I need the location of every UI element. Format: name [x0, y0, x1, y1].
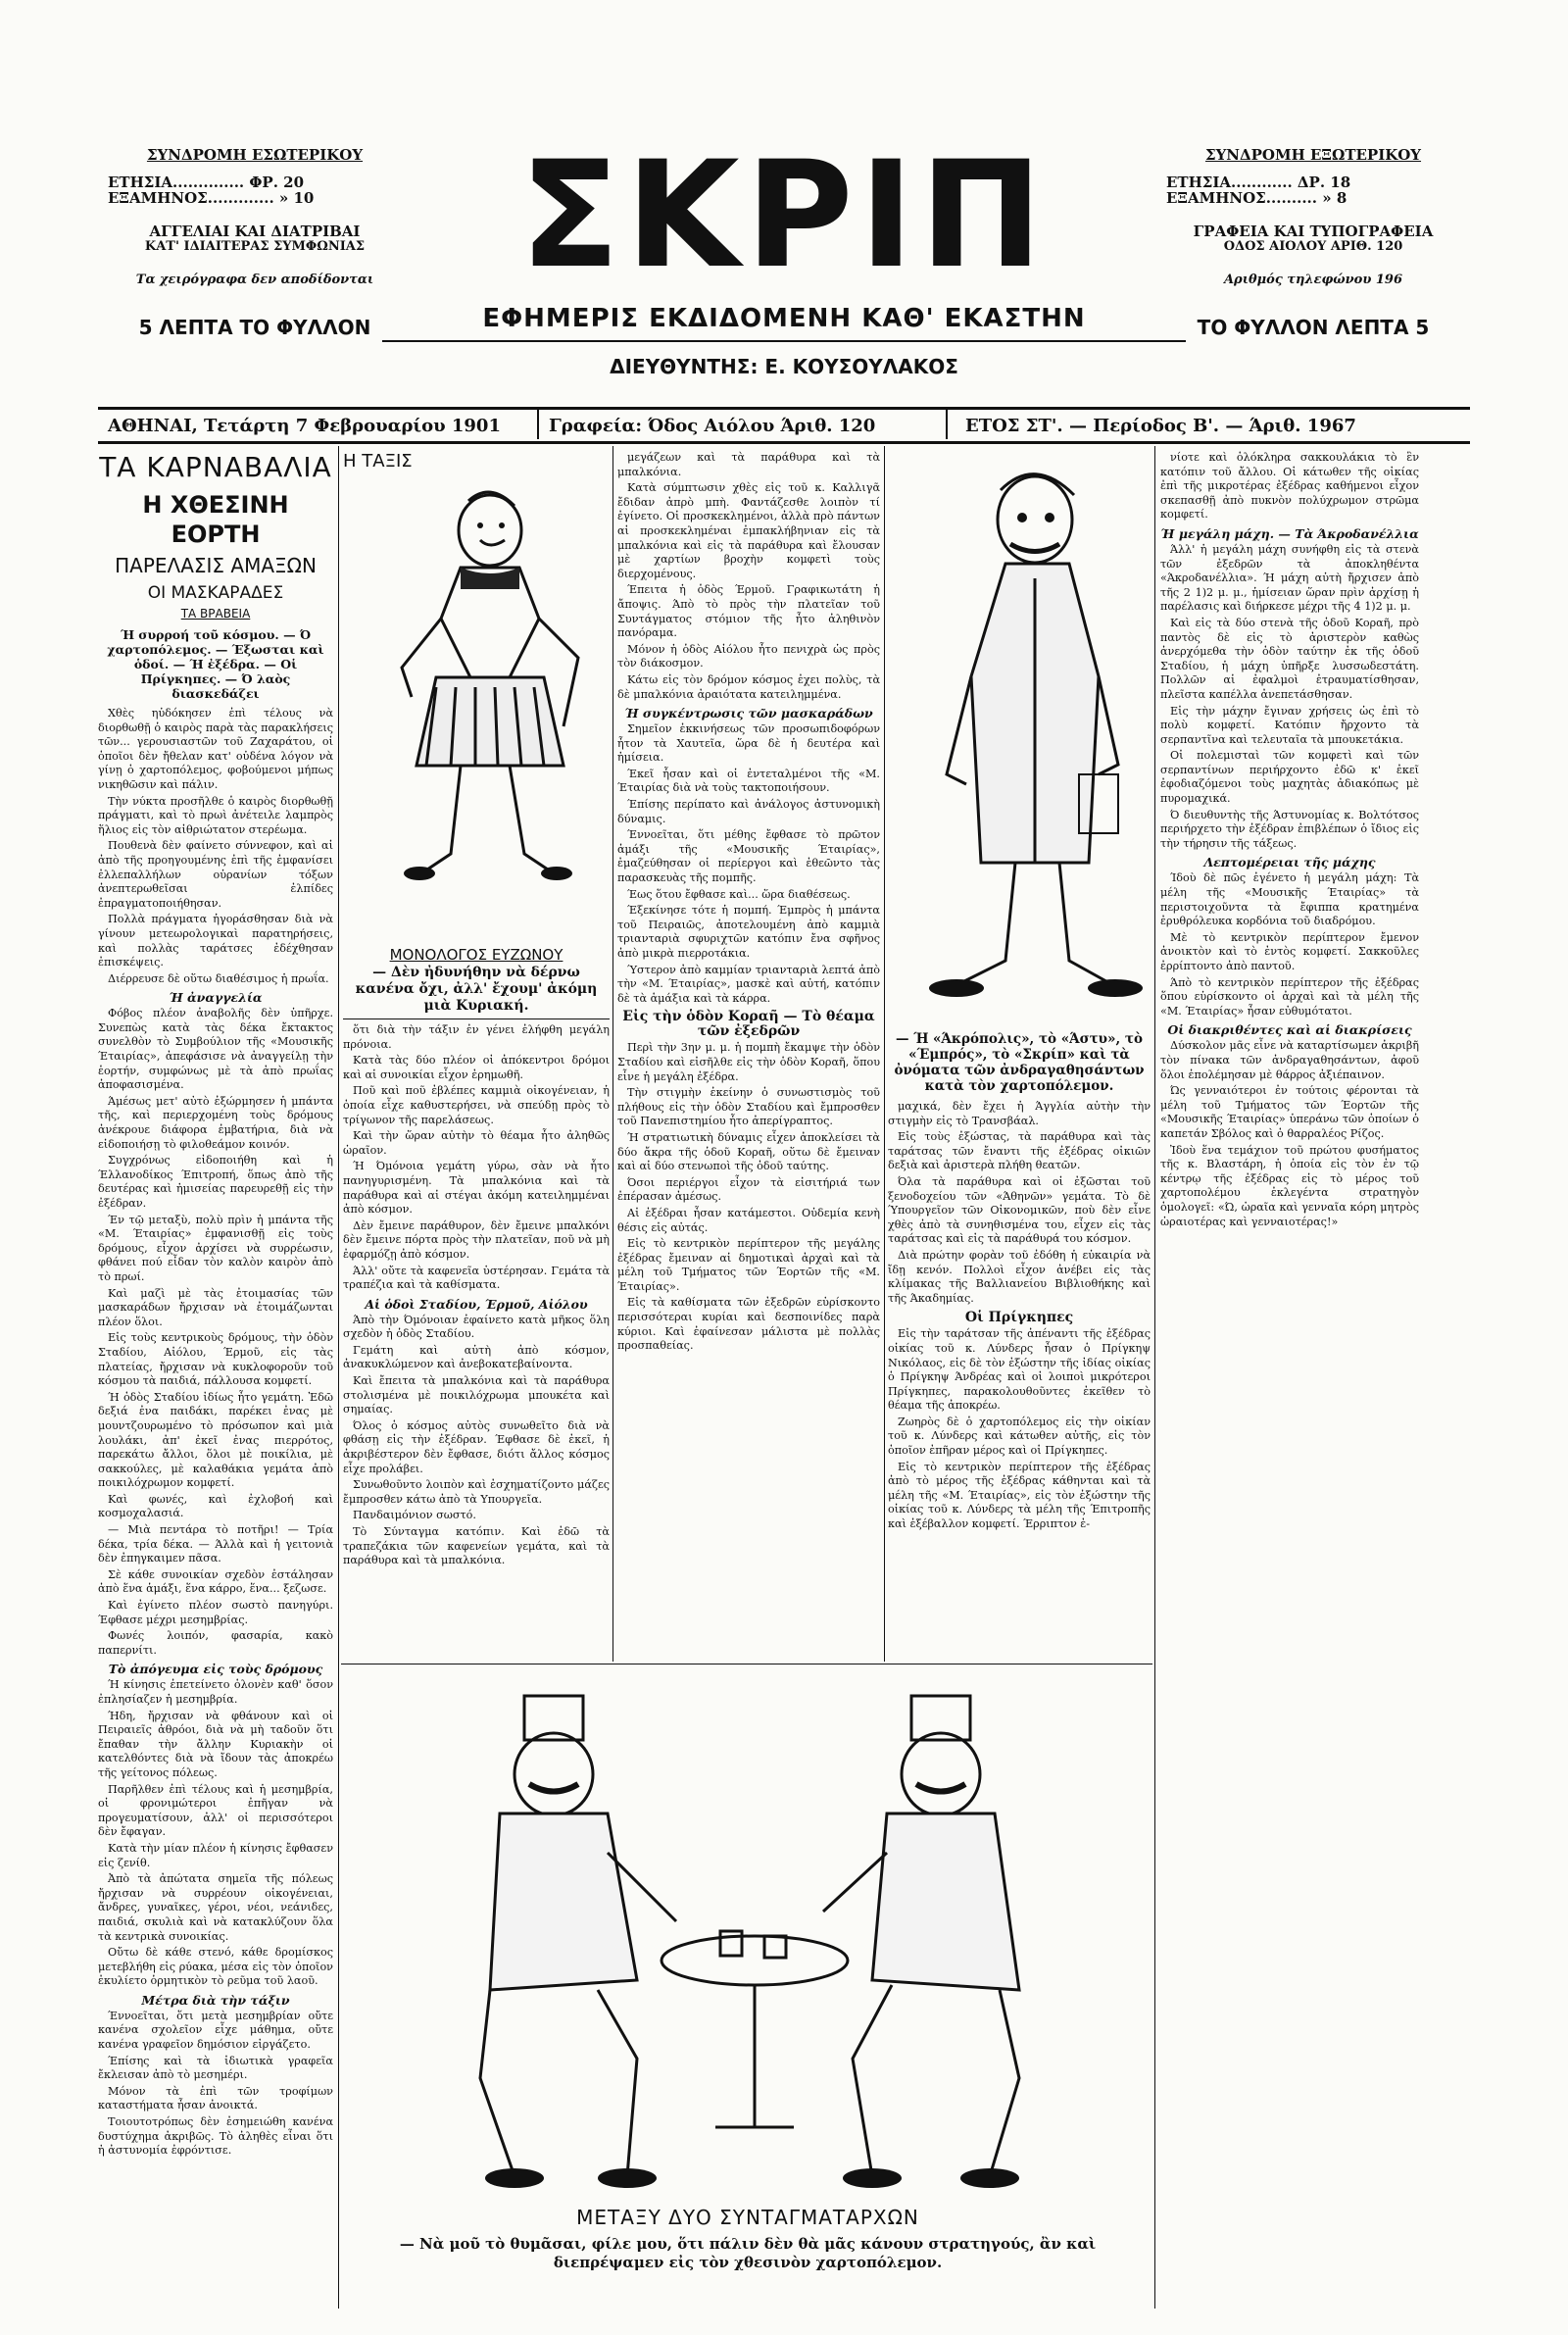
paragraph: — Μιὰ πεντάρα τὸ ποτῆρι! — Τρία δέκα, τρία δέκα. — Άλλὰ καὶ ἡ γειτονιὰ δὲν ἐπηγκαιμεν πᾶσα.	[98, 1523, 333, 1565]
subheading: Οἱ διακριθέντες καὶ αἱ διακρίσεις	[1167, 1022, 1412, 1038]
quote-rule	[343, 1018, 610, 1019]
figure-newspaper-man	[888, 451, 1151, 1029]
figure-newspaper-man-caption: — Ή «Άκρόπολις», τὸ «Άστυ», τὸ «Έμπρός», τὸ «Σκρίπ» καὶ τὰ ὀνόματα τῶν ἀνδραγαθησάντων κατὰ τὸν χαρτοπόλεμον.	[894, 1031, 1145, 1094]
subheading: Ή ἀναγγελία	[169, 990, 263, 1006]
column-rule-1	[338, 446, 339, 2309]
paragraph: ὅτι διὰ τὴν τάξιν ἐν γένει ἐλήφθη μεγάλη πρόνοια.	[343, 1023, 610, 1051]
colonels-illustration	[343, 1666, 1152, 2196]
dateline-bottom-rule	[98, 441, 1470, 444]
subscription-domestic-half: ΕΞΑΜΗΝΟΣ............. » 10	[108, 189, 315, 207]
paragraph: Ώς γενναιότεροι ἐν τούτοις φέρονται τὰ μέλη τοῦ Τμήματος τῶν Έορτῶν τῆς «Μουσικῆς Έταιρίας» ὑπεράνω τῶν ὁποίων ὁ καπετάν Σβόλος καὶ ὁ θαρραλέος Ρίζος.	[1160, 1084, 1419, 1140]
paragraph: Καὶ ἔπειτα τὰ μπαλκόνια καὶ τὰ παράθυρα στολισμένα μὲ ποικιλόχρωμα μπουκέτα καὶ σημαίας.	[343, 1374, 610, 1416]
ads-label: ΑΓΓΕΛΙΑΙ ΚΑΙ ΔΙΑΤΡΙΒΑΙ	[149, 223, 361, 240]
paragraph: Έπειτα ἡ ὁδὸς Έρμοῦ. Γραφικωτάτη ἡ ἄποψις. Άπὸ τὸ πρὸς τὴν πλατεῖαν τοῦ Συντάγματος στόμιον τῆς ἦτο ἀληθινὸν πανόραμα.	[617, 583, 880, 640]
column-2	[343, 943, 610, 1659]
masthead-title-block	[412, 130, 1156, 301]
paragraph: Πουθενὰ δὲν φαίνετο σύννεφον, καὶ αἱ ἀπὸ τῆς προηγουμένης ἐπὶ τῆς ἐμφανίσει ἐλλεπαλλήλων οὐρανίων τόξων ἀνεπτερωθεῖσαι ἐλπίδες ἐπραγματοποιήθησαν.	[98, 839, 333, 910]
manuscripts-note: Τα χειρόγραφα δεν αποδίδονται	[135, 273, 374, 287]
subscription-domestic-heading: ΣΥΝΔΡΟΜΗ ΕΣΩΤΕΡΙΚΟΥ	[146, 146, 364, 164]
column-5	[1160, 451, 1419, 2313]
paragraph: Όσοι περιέργοι εἶχον τὰ εἰσιτήριά των ἐπέρασαν ἀμέσως.	[617, 1175, 880, 1204]
paragraph: Εἰς τοὺς ἐξώστας, τὰ παράθυρα καὶ τὰς ταράτσας τῶν ἔναντι τῆς ἐξέδρας οἰκιῶν δεξιὰ καὶ ἀριστερὰ πλήθη θεατῶν.	[888, 1130, 1151, 1172]
paragraph: Οἱ πολεμισταὶ τῶν κομφετὶ καὶ τῶν σερπαντίνων περιήρχοντο ἐδῶ κ' ἐκεῖ ἐφοδιαζόμενοι τοὺς μαχητὰς ἀδιακόπως μὲ πυρομαχικά.	[1160, 749, 1419, 806]
figure-evzone-caption: ΜΟΝΟΛΟΓΟΣ ΕΥΖΩΝΟΥ	[389, 946, 564, 964]
paragraph: Παρῆλθεν ἐπὶ τέλους καὶ ἡ μεσημβρία, οἱ φρονιμώτεροι ἐπῆγαν νὰ προγευματίσουν, ἀλλ' οἱ περισσότεροι δὲν ἔφαγαν.	[98, 1782, 333, 1839]
figure-evzone	[343, 451, 610, 941]
figure-evzone-quote: — Δὲν ἠδυνήθην νὰ δέρνω κανένα ὄχι, ἀλλ' ἔχουμ' ἀκόμη μιὰ Κυριακή.	[355, 965, 598, 1014]
paragraph: Διὰ πρώτην φορὰν τοῦ ἐδόθη ἡ εὐκαιρία νὰ ἴδῃ κενόν. Πολλοὶ εἶχον ἀνέβει εἰς τὰς κλίμακας τῆς Βαλλιανείου Βιβλιοθήκης καὶ τῆς Άκαδημίας.	[888, 1248, 1151, 1305]
paragraph: Όλος ὁ κόσμος αὐτὸς συνωθεῖτο διὰ νὰ φθάσῃ εἰς τὴν ἐξέδραν. Έφθασε δὲ ἐκεῖ, ἡ ἀκριβέστερον δὲν ἔφθασε, διότι ἄλλος κόσμος εἶχε προλάβει.	[343, 1418, 610, 1475]
paragraph: Εἰς τὴν μάχην ἔγιναν χρήσεις ὡς ἐπὶ τὸ πολὺ κομφετί. Κατόπιν ἤρχοντο τὰ σερπαντῖνα καὶ τελευταῖα τὰ μπουκετάκια.	[1160, 704, 1419, 746]
subscription-foreign-half: ΕΞΑΜΗΝΟΣ.......... » 8	[1166, 189, 1348, 207]
masthead-title: ΣΚΡΙΠ	[519, 130, 1049, 301]
paragraph: Ό διευθυντὴς τῆς Άστυνομίας κ. Βολτότσος περιήρχετο τὴν ἐξέδραν ἐπιβλέπων ὁ ἴδιος εἰς τὴν τήρησιν τῆς τάξεως.	[1160, 808, 1419, 850]
column-rule-4	[1154, 446, 1155, 2309]
masthead-subtitle: ΕΦΗΜΕΡΙΣ ΕΚΔΙΔΟΜΕΝΗ ΚΑΘ' ΕΚΑΣΤΗΝ	[482, 304, 1086, 333]
price-left: 5 ΛΕΠΤΑ ΤΟ ΦΥΛΛΟΝ	[138, 316, 371, 339]
dateline-center: Γραφεία: Όδος Αιόλου Άριθ. 120	[549, 416, 876, 436]
paragraph: Άλλ' οὔτε τὰ καφενεῖα ὑστέρησαν. Γεμάτα τὰ τραπέζια καὶ τὰ καθίσματα.	[343, 1264, 610, 1292]
paragraph: Μὲ τὸ κεντρικὸν περίπτερον ἔμενον ἀνοικτὸν καὶ τὸ ἐντὸς κομφετί. Σακκοῦλες ἐρρίπτοντο ἀπὸ παντοῦ.	[1160, 930, 1419, 972]
paragraph: Αἱ ἐξέδραι ἦσαν κατάμεστοι. Οὐδεμία κενὴ θέσις εἰς αὐτάς.	[617, 1206, 880, 1234]
paragraph: Άπὸ τὴν Όμόνοιαν ἐφαίνετο κατὰ μῆκος ὅλη σχεδὸν ἡ ὁδὸς Σταδίου.	[343, 1313, 610, 1341]
paragraph: Ύστερον ἀπὸ καμμίαν τριανταριὰ λεπτά ἀπὸ τὴν «Μ. Έταιρίας», μασκὲ καὶ αὐτή, κατόπιν δὲ τὰ ἁμάξια καὶ τὰ κάρρα.	[617, 963, 880, 1005]
paragraph: Τὴν νύκτα προσῆλθε ὁ καιρὸς διορθωθῇ πράγματι, καὶ τὸ πρωὶ ἀνέτειλε λαμπρὸς ἥλιος εἰς τὸν αἰθριώτατον στερέωμα.	[98, 794, 333, 836]
dateline-top-rule	[98, 407, 1470, 410]
subscription-domestic	[108, 147, 402, 339]
paragraph: Εἰς τὸ κεντρικὸν περίπτερον τῆς μεγάλης ἐξέδρας ἔμειναν αἱ δημοτικαὶ ἀρχαὶ καὶ τὰ μέλη τοῦ Τμήματος τῶν Έορτῶν τῆς «Μ. Έταιρίας».	[617, 1237, 880, 1293]
paragraph: Δὲν ἔμεινε παράθυρον, δὲν ἔμεινε μπαλκόνι δὲν ἔμεινε πόρτα πρὸς τὴν πλατεῖαν, ποῦ νὰ μὴ ἐφαρμόζῃ ἀπὸ κόσμον.	[343, 1218, 610, 1261]
headline-carnival: ΤΑ ΚΑΡΝΑΒΑΛΙΑ	[99, 451, 332, 483]
director: ΔΙΕΥΘΥΝΤΗΣ: Ε. ΚΟΥΣΟΥΛΑΚΟΣ	[610, 355, 958, 378]
dateline-divider-1	[537, 410, 539, 439]
paragraph: Κατὰ σύμπτωσιν χθὲς εἰς τοῦ κ. Καλλιγᾶ ἔδιδαν ἀπρὸ μπὴ. Φαντάζεσθε λοιπὸν τί ἐγίνετο. Οἱ προσκεκλημένοι, ἀλλὰ πρὸ πάντων αἱ προσκεκλημέναι ἐμπακλήβηνιαν εἰς τὰ μπαλκόνια καὶ εἰς τὰ παράθυρα καὶ ἔλουσαν μὲ χαρτίων βροχὴν κομφετὶ τοὺς διερχομένους.	[617, 481, 880, 580]
paragraph: Μόνον τὰ ἐπὶ τῶν τροφίμων καταστήματα ἦσαν ἀνοικτά.	[98, 2084, 333, 2112]
lead-summary: Ή συρροή τοῦ κόσμου. — Ό χαρτοπόλεμος. — Έξωσται καὶ ὁδοί. — Ή ἐξέδρα. — Οἱ Πρίγκηπες. — Ό λαὸς διασκεδάζει	[107, 627, 324, 701]
paragraph: Φωνές λοιπόν, φασαρία, κακὸ παπερνίτι.	[98, 1629, 333, 1657]
column-rule-2	[612, 446, 613, 1662]
paragraph: Φόβος πλέον ἀναβολῆς δὲν ὑπῆρχε. Συνεπὼς κατὰ τὰς δέκα ἔκτακτος συνελθὸν τὸ Συμβούλιον τῆς «Μουσικῆς Έταιρίας», ἀπεφάσισε νὰ ἀναγγείλῃ τὴν ἑορτήν, συμφώνως μὲ τὰ ἀπὸ πρωΐας ἀποφασισμένα.	[98, 1007, 333, 1092]
paragraph: Χθὲς ηὐδόκησεν ἐπὶ τέλους νὰ διορθωθῇ ὁ καιρὸς παρὰ τὰς παρακλήσεις τῶν... γερουσιαστῶν τοῦ Ζαχαράτου, οἱ ὁποῖοι δὲν ἤθελαν κατ' οὐδένα λόγον νὰ γίνῃ ὁ χαρτοπόλεμος, φοβούμενοι μήπως νικηθῶσιν καὶ πάλιν.	[98, 707, 333, 791]
paragraph: Εἰς τὴν ταράτσαν τῆς ἀπέναντι τῆς ἐξέδρας οἰκίας τοῦ κ. Λύνδερς ἦσαν ὁ Πρίγκηψ Νικόλαος, εἰς δὲ τὸν ἐξώστην τῆς ἰδίας οἰκίας ὁ Πρίγκηψ Άνδρέας καὶ οἱ λοιποὶ μικρότεροι Πρίγκηπες, παρακολουθοῦντες ἐκεῖθεν τὸ θέαμα τῆς ἀποκρέω.	[888, 1327, 1151, 1413]
paragraph: Έκεῖ ἦσαν καὶ οἱ ἐντεταλμένοι τῆς «Μ. Έταιρίας διὰ νὰ τοὺς τακτοποιήσουν.	[617, 767, 880, 795]
paragraph: Καὶ τὴν ὥραν αὐτὴν τὸ θέαμα ἦτο ἀληθῶς ὡραῖον.	[343, 1129, 610, 1157]
subscription-foreign-heading: ΣΥΝΔΡΟΜΗ ΕΞΩΤΕΡΙΚΟΥ	[1204, 146, 1422, 164]
paragraph: Τὸ Σύνταγμα κατόπιν. Καὶ ἐδῶ τὰ τραπεζάκια τῶν καφενείων γεμάτα, καὶ τὰ παράθυρα καὶ τὰ μπαλκόνια.	[343, 1525, 610, 1567]
subscription-domestic-yearly: ΕΤΗΣΙΑ.............. ΦΡ. 20	[108, 174, 305, 191]
paragraph: μαχικά, δὲν ἔχει ἡ Άγγλία αὐτὴν τὴν στιγμὴν εἰς τὸ Τρανσβάαλ.	[888, 1100, 1151, 1127]
headline-maskers: ΟΙ ΜΑΣΚΑΡΑΔΕΣ	[147, 583, 284, 603]
newspaper-man-illustration	[888, 451, 1151, 1029]
subheading: Ή συγκέντρωσις τῶν μασκαράδων	[624, 706, 873, 721]
subheading: Οἱ Πρίγκηπες	[964, 1310, 1074, 1326]
paragraph: Τοιουτοτρόπως δὲν ἐσημειώθη κανένα δυστύχημα ἀκριβῶς. Τὸ ἀληθὲς εἶναι ὅτι ἡ ἀστυνομία ἐφρόντισε.	[98, 2115, 333, 2158]
subheading: Ή μεγάλη μάχη. — Τὰ Άκροδανέλλια	[1160, 525, 1419, 541]
evzone-illustration	[343, 472, 610, 903]
paragraph: Ή στρατιωτικὴ δύναμις εἶχεν ἀποκλείσει τὰ δύο ἄκρα τῆς ὁδοῦ Κοραῆ, οὕτω δὲ ἔμειναν καὶ αἱ δύο στενωποὶ τῆς ὁδοῦ ταύτης.	[617, 1130, 880, 1173]
paragraph: Άλλ' ἡ μεγάλη μάχη συνήφθη εἰς τὰ στενὰ τῶν ἐξεδρῶν τὰ ἀποκληθέντα «Άκροδανέλλια». Ή μάχη αὐτὴ ἤρχισεν ἀπὸ τῆς 2 1)2 μ. μ., ἡμίσειαν ὥραν πρὶν ἀρχίσῃ ἡ παρέλασις καὶ διήρκεσε μέχρι τῆς 4 1)2 μ. μ.	[1160, 542, 1419, 614]
offices-address: ΟΔΟΣ ΑΙΟΛΟΥ ΑΡΙΘ. 120	[1223, 239, 1403, 254]
column-4	[888, 1031, 1151, 1659]
paragraph: νίοτε καὶ ὁλόκληρα σακκουλάκια τὸ ἓν κατόπιν τοῦ ἄλλου. Οἱ κάτωθεν τῆς οἰκίας ἐπὶ τῆς μικροτέρας ἐξέδρας καθήμενοι εἶχον σκεπασθῇ ἀπὸ πυκνὸν πολύχρωμον στρῶμα κομφετί.	[1160, 451, 1419, 522]
paragraph: Έπίσης περίπατο καὶ ἀνάλογος ἀστυνομικὴ δύναμις.	[617, 798, 880, 825]
paragraph: Πολλὰ πράγματα ἠγοράσθησαν διὰ νὰ γίνουν μετεωρολογικαὶ παρατηρήσεις, καὶ πολλὰς ταράτσες ἐδέχθησαν ἐπισκέψεις.	[98, 913, 333, 969]
subscription-foreign	[1166, 147, 1460, 339]
cartoon-caption: — Νὰ μοῦ τὸ θυμᾶσαι, φίλε μου, ὅτι πάλιν δὲν θὰ μᾶς κάνουν στρατηγούς, ἂν καὶ διεπρέψαμεν εἰς τὸν χθεσινὸν χαρτοπόλεμον.	[399, 2235, 1097, 2271]
subscription-foreign-yearly: ΕΤΗΣΙΑ............ ΔΡ. 18	[1166, 174, 1351, 191]
paragraph: Ή κίνησις ἐπετείνετο ὁλονὲν καθ' ὅσον ἐπλησίαζεν ἡ μεσημβρία.	[98, 1678, 333, 1706]
column-3	[617, 451, 880, 1659]
paragraph: Καὶ ἐγίνετο πλέον σωστὸ πανηγύρι. Έφθασε μέχρι μεσημβρίας.	[98, 1599, 333, 1626]
paragraph: Ἰδοὺ ἕνα τεμάχιον τοῦ πρώτου φυσήματος τῆς κ. Βλαστάρη, ἡ ὁποία εἰς τὸν ἐν τῷ κέντρῳ τῆς ἐξέδρας εἰς τὸ μέρος τοῦ χαρτοπολέμου ἐκλεγέντα στρατηγὸν ὁμολογεῖ: «Ώ, ὡραῖα καὶ γενναῖα κόρη μητρὸς ὡραιοτέρας καὶ γενναιοτέρας!»	[1160, 1143, 1419, 1228]
dateline-divider-2	[946, 410, 948, 439]
paragraph: Τὴν στιγμὴν ἐκείνην ὁ συνωστισμὸς τοῦ πλήθους εἰς τὴν ὁδὸν Σταδίου καὶ ἔμπροσθεν τοῦ Πανεπιστημίου ἦτο ἀπερίγραπτος.	[617, 1086, 880, 1128]
paragraph: Ή Όμόνοια γεμάτη γύρω, σὰν νὰ ἦτο πανηγυρισμένη. Τὰ μπαλκόνια καὶ τὰ παράθυρα καὶ αἱ στέγαι ἀκόμη κατειλημμέναι ἀπὸ κόσμον.	[343, 1160, 610, 1217]
price-right: ΤΟ ΦΥΛΛΟΝ ΛΕΠΤΑ 5	[1197, 316, 1430, 339]
paragraph: Σημεῖον ἐκκινήσεως τῶν προσωπιδοφόρων ἦτον τὰ Χαυτεῖα, ὥρα δὲ ἡ δευτέρα καὶ ἡμίσεια.	[617, 722, 880, 765]
masthead	[0, 0, 1568, 431]
paragraph: Περὶ τὴν 3ην μ. μ. ἡ πομπὴ ἔκαμψε τὴν ὁδὸν Σταδίου καὶ εἰσῆλθε εἰς τὴν ὁδὸν Κοραῆ, ὅπου εἶνε ἡ μεγάλη ἐξέδρα.	[617, 1041, 880, 1083]
subtitle-rule	[382, 340, 1186, 342]
headline-yesterday: Η ΧΘΕΣΙΝΗ ΕΟΡΤΗ	[142, 491, 289, 548]
paragraph: Όλα τὰ παράθυρα καὶ οἱ ἐξῶσται τοῦ ξενοδοχείου τῶν «Άθηνῶν» γεμάτα. Τὸ δὲ Ύπουργεῖον τῶν Οἰκονομικῶν, ποὺ δὲν εἶνε χθὲς ἀπὸ τὰ συνηθισμένα του, εἶχεν εἰς τὰς ταράτσας καὶ εἰς τὰ παράθυρά του κόσμον.	[888, 1174, 1151, 1246]
paragraph: μεγάζεων καὶ τὰ παράθυρα καὶ τὰ μπαλκόνια.	[617, 451, 880, 478]
paragraph: Εἰς τοὺς κεντρικοὺς δρόμους, τὴν ὁδὸν Σταδίου, Αἰόλου, Έρμοῦ, εἰς τὰς πλατείας, ἤρχισαν νὰ κυκλοφοροῦν τοῦ κόσμου τὰ παιδιά, πάλλουσα κομφετί.	[98, 1331, 333, 1388]
paragraph: Έννοεῖται, ὅτι μετὰ μεσημβρίαν οὔτε κανένα σχολεῖον εἶχε μάθημα, οὔτε κανένα γραφεῖον δημόσιον εἰργάζετο.	[98, 2009, 333, 2052]
paragraph: Εἰς τὸ κεντρικὸν περίπτερον τῆς ἐξέδρας ἀπὸ τὸ μέρος τῆς ἐξέδρας κάθηνται καὶ τὰ μέλη τῆς «Μ. Έταιρίας», εἰς τὸν ἐξώστην τῆς οἰκίας τοῦ κ. Λύνδερς τὰ μέλη τῆς Έπιτροπῆς καὶ ἐξέβαλλον κομφετί. Έρριπτον ἐ-	[888, 1460, 1151, 1531]
cartoon-title: ΜΕΤΑΞΥ ΔΥΟ ΣΥΝΤΑΓΜΑΤΑΡΧΩΝ	[576, 2206, 919, 2229]
column-rule-3	[884, 446, 885, 1662]
paragraph: Πανδαιμόνιον σωστό.	[353, 1509, 476, 1522]
paragraph: Έπίσης καὶ τὰ ἰδιωτικὰ γραφεῖα ἔκλεισαν ἀπὸ τὸ μεσημέρι.	[98, 2054, 333, 2082]
paragraph: Ίδοὺ δὲ πῶς ἐγένετο ἡ μεγάλη μάχη: Τὰ μέλη τῆς «Μουσικῆς Έταιρίας» τὰ περιστοιχοῦντα τὰ ἔφιππα κρατημένα ἐρυθρόλευκα κορδόνια τοῦ διαδρόμου.	[1160, 871, 1419, 928]
cartoon-two-colonels	[343, 1666, 1152, 2294]
dateline-right: ΕΤΟΣ ΣΤ'. — Περίοδος Β'. — Άριθ. 1967	[965, 416, 1356, 436]
paragraph: Καὶ εἰς τὰ δύο στενὰ τῆς ὁδοῦ Κοραῆ, πρὸ παντὸς δὲ εἰς τὸ ἀριστερὸν καθὼς ἀνερχόμεθα τὴν ὁδὸν ταύτην ἐκ τῆς ὁδοῦ Σταδίου, ἡ μάχη ὑπῆρξε λυσσωδεστάτη. Πολλῶν αἱ ἐφαλμοὶ ἐτραυματίσθησαν, πλεῖστα καπέλλα ἀνεπετάσθησαν.	[1160, 616, 1419, 701]
paragraph: Καὶ μαζὶ μὲ τὰς ἐτοιμασίας τῶν μασκαράδων ἤρχισαν νὰ ἐτοιμάζωνται πλέον ὅλοι.	[98, 1286, 333, 1328]
paragraph: Συγχρόνως εἰδοποιήθη καὶ ἡ Έλλανοδίκος Έπιτροπή, ὅπως ἀπὸ τῆς δευτέρας καὶ ἡμισείας παρευρεθῇ εἰς τὴν ἐξέδραν.	[98, 1154, 333, 1210]
paragraph: Ποῦ καὶ ποῦ ἐβλέπες καμμιὰ οἰκογένειαν, ἡ ὁποία εἶχε καθυστερήσει, νὰ σπεύδῃ πρὸς τὸ τρίγωνον τῆς παρελάσεως.	[343, 1084, 610, 1126]
paragraph: Κατὰ τὰς δύο πλέον οἱ ἀπόκεντροι δρόμοι καὶ αἱ συνοικίαι εἶχον ἐρημωθῆ.	[343, 1054, 610, 1081]
figure-evzone-title: Η ΤΑΞΙΣ	[343, 451, 413, 472]
paragraph: Άμέσως μετ' αὐτὸ ἐξώρμησεν ἡ μπάντα τῆς, καὶ περιερχομένη τοὺς δρόμους ἀνέκρουε διάφορα ἐμβατήρια, διὰ νὰ εἰδοποιήσῃ τὸ φιλοθεάμον κοινόν.	[98, 1094, 333, 1151]
headline-prizes: ΤΑ ΒΡΑΒΕΙΑ	[180, 607, 251, 621]
paragraph: Έως ὅτου ἔφθασε καὶ... ὥρα διαθέσεως.	[627, 887, 851, 901]
subheading: Τὸ ἀπόγευμα εἰς τοὺς δρόμους	[108, 1662, 323, 1677]
paragraph: Έννοεῖται, ὅτι μέθης ἔφθασε τὸ πρῶτον ἁμάξι τῆς «Μουσικῆς Έταιρίας», ἐμαζεύθησαν οἱ περίεργοι καὶ ἐθεῶντο τὰς παρασκευὰς τῆς πομπῆς.	[617, 828, 880, 885]
paragraph: Κατὰ τὴν μίαν πλέον ἡ κίνησις ἔφθασεν εἰς ζενίθ.	[98, 1841, 333, 1869]
paragraph: Ή ὁδὸς Σταδίου ἰδίως ἦτο γεμάτη. Ἐδῶ δεξιά ἐνα παιδάκι, παρέκει ἐνας μὲ μουντζουρωμένο τὸ πρόσωπον καὶ μιὰ λουλάκι, ἀπ' ἐκεῖ ἐνας πιερρότος, παρεκάτω ἄλλοι, ὅλοι μὲ ποικίλια, μὲ σακκούλες, μὲ καλαθάκια γεμάτα ἀπὸ ποικιλόχρωμον κομφετί.	[98, 1390, 333, 1490]
paragraph: Οὔτω δὲ κάθε στενό, κάθε δρομίσκος μετεβλήθη εἰς ρύακα, μέσα εἰς τὸν ὁποῖον ἐκυλίετο ὁρμητικὸν τὸ ρεῦμα τοῦ λαοῦ.	[98, 1946, 333, 1988]
paragraph: Ήδη, ἤρχισαν νὰ φθάνουν καὶ οἱ Πειραιεῖς ἀθρόοι, διὰ νὰ μὴ ταδοῦν ὅτι ἔπαθαν τὴν ἄλλην Κυριακὴν οἱ κατελθόντες διὰ νὰ ἴδουν τὰς ἀποκρέω τῆς γείτονος πόλεως.	[98, 1709, 333, 1779]
paragraph: Καὶ φωνές, καὶ ἐχλοβοή καὶ κοσμοχαλασιά.	[98, 1492, 333, 1520]
paragraph: Συνωθοῦντο λοιπὸν καὶ ἐσχηματίζοντο μάζες ἔμπροσθεν κάτω ἀπὸ τὰ Υπουργεῖα.	[343, 1478, 610, 1506]
paragraph: Εἰς τὰ καθίσματα τῶν ἐξεδρῶν εὑρίσκοντο περισσότεραι κυρίαι καὶ δεσποινίδες παρὰ κύριοι. Καὶ ἐφαίνεσαν μάλιστα μὲ πολλὰς προσπαθείας.	[617, 1296, 880, 1353]
paragraph: Ἀπὸ τὰ ἀπώτατα σημεῖα τῆς πόλεως ἤρχισαν νὰ συρρέουν οἰκογένειαι, ἄνδρες, γυναῖκες, γέροι, νέοι, νεάνιδες, παιδιά, σκυλιὰ καὶ νὰ κατακλύζουν ὅλα τὰ κεντρικὰ συνοικίας.	[98, 1872, 333, 1943]
paragraph: Δύσκολον μᾶς εἶνε νὰ καταρτίσωμεν ἀκριβῆ τὸν πίνακα τῶν ἀνδραγαθησάντων, ἀφοῦ ὅλοι ἐπολέμησαν μὲ θάρρος ἀξιέπαινον.	[1160, 1039, 1419, 1081]
subheading: Μέτρα διὰ τὴν τάξιν	[141, 1992, 290, 2008]
subheading: Εἰς τὴν ὁδὸν Κοραῆ — Τὸ θέαμα τῶν ἐξεδρῶν	[622, 1009, 875, 1040]
paragraph: Γεμάτη καὶ αὐτὴ ἀπὸ κόσμον, ἀνακυκλώμενον καὶ ἀνεβοκατεβαίνοντα.	[343, 1343, 610, 1371]
paragraph: Διέρρευσε δὲ οὕτω διαθέσιμος ἡ πρωΐα.	[108, 971, 329, 985]
paragraph: Κάτω εἰς τὸν δρόμον κόσμος ἐχει πολὺς, τὰ δὲ μπαλκόνια ἀραιότατα κατειλημμένα.	[617, 672, 880, 701]
ads-terms: ΚΑΤ' ΙΔΙΑΙΤΕΡΑΣ ΣΥΜΦΩΝΙΑΣ	[144, 239, 366, 254]
paragraph: Έν τῷ μεταξὺ, πολὺ πρὶν ἡ μπάντα τῆς «Μ. Έταιρίας» ἐμφανισθῇ εἰς τοὺς δρόμους, εἶχον ἀρχίσει νὰ συρρέωσιν, φθάνει πού εἶδαν τὸν καλὸν καιρὸν ἀπὸ τὸ πρωί.	[98, 1213, 333, 1283]
paragraph: Άπὸ τὸ κεντρικὸν περίπτερον τῆς ἐξέδρας ὅπου εὑρίσκοντο οἱ ἀρχαὶ καὶ τὰ μέλη τῆς «Μ. Έταιρίας» ἦσαν εὐθυμότατοι.	[1160, 975, 1419, 1018]
subheading: Αἱ ὁδοὶ Σταδίου, Έρμοῦ, Αἰόλου	[365, 1296, 588, 1312]
phone-number: Αριθμός τηλεφώνου 196	[1223, 273, 1403, 287]
paragraph: Ζωηρὸς δὲ ὁ χαρτοπόλεμος εἰς τὴν οἰκίαν τοῦ κ. Λύνδερς καὶ κάτωθεν αὐτῆς, εἰς τὸν ὁποῖον ἐπῆραν μέρος καὶ οἱ Πρίγκηπες.	[888, 1415, 1151, 1458]
column-1	[98, 451, 333, 2313]
paragraph: Μόνον ἡ ὁδὸς Αἰόλου ἦτο πενιχρὰ ὡς πρὸς τὸν διάκοσμον.	[617, 642, 880, 671]
subheading: Λεπτομέρειαι τῆς μάχης	[1203, 855, 1376, 870]
offices-label: ΓΡΑΦΕΙΑ ΚΑΙ ΤΥΠΟΓΡΑΦΕΙΑ	[1193, 223, 1434, 240]
paragraph: Έξεκίνησε τότε ἡ πομπή. Έμπρὸς ἡ μπάντα τοῦ Πειραιῶς, ἀποτελουμένη ἀπὸ καμμιὰ τριανταριὰ σφυριχτῶν κατόπιν ἔνα σφῆνος ἀπὸ μικρὰ πιερροτάκια.	[617, 904, 880, 960]
paragraph: Σὲ κάθε συνοικίαν σχεδὸν ἐστάλησαν ἀπὸ ἕνα ἁμάξι, ἕνα κάρρο, ἕνα... ξεζωσε.	[98, 1567, 333, 1596]
dateline-left: ΑΘΗΝΑΙ, Τετάρτη 7 Φεβρουαρίου 1901	[108, 416, 501, 436]
headline-parade: ΠΑΡΕΛΑΣΙΣ ΑΜΑΞΩΝ	[115, 554, 317, 577]
